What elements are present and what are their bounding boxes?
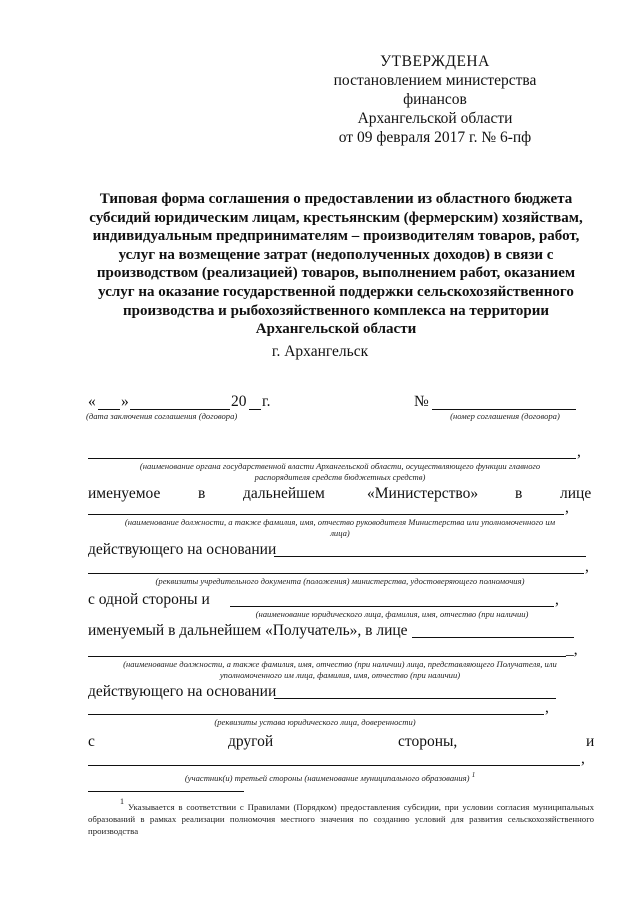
named-word-1: именуемое bbox=[88, 485, 161, 502]
legal-charter-caption: (реквизиты устава юридического лица, доверенности) bbox=[214, 717, 416, 727]
footnote-text: Указывается в соответствии с Правилами (Порядком) предоставления субсидии, при условии согласия муниципальных образований в рамках реализации полномочия местного значения по созданию условий для развития сельскохозяйственного производства bbox=[88, 802, 594, 836]
acting-basis-1-label: действующего на основании bbox=[88, 541, 277, 558]
city: г. Архангельск bbox=[271, 343, 369, 360]
charter-caption: (реквизиты учредительного документа (положения) министерства, удостоверяющего полномочия) bbox=[155, 576, 525, 586]
date-year-prefix: 20 bbox=[231, 393, 247, 410]
organ-blank[interactable] bbox=[88, 458, 576, 459]
named-word-2: в bbox=[198, 485, 206, 502]
recipient-rep-blank[interactable] bbox=[412, 637, 574, 638]
date-quote-close: » bbox=[121, 393, 129, 410]
approval-block bbox=[300, 52, 570, 147]
charter-blank[interactable] bbox=[88, 573, 584, 574]
recipient-caption: (наименование юридического лица, фамилия, имя, отчество (при наличии) bbox=[255, 609, 529, 619]
legal-charter-blank[interactable] bbox=[88, 714, 544, 715]
other-side-word-1: с bbox=[88, 733, 95, 750]
other-side-word-3: стороны, bbox=[398, 733, 458, 750]
document-title: Типовая форма соглашения о предоставлении из областного бюджета субсидий юридическим лицам, крестьянским (фермерским) хозяйствам, индивидуальным предпринимателям – производителям товаров, работ, услуг на возмещение затрат (недополученных доходов) в связи с производством (реализацией) товаров, выполнением работ, оказанием услуг на оказание государственной поддержки сельскохозяйственного производства и рыбохозяйственного комплекса на территории Архангельской области bbox=[89, 191, 583, 338]
date-year-suffix: г. bbox=[262, 393, 271, 410]
date-year-blank[interactable] bbox=[249, 409, 261, 410]
third-party-footnote-ref: 1 bbox=[471, 771, 476, 779]
position-caption-2: лица) bbox=[330, 528, 350, 538]
footnote-mark: 1 bbox=[120, 797, 124, 806]
acting-basis-2-label: действующего на основании bbox=[88, 683, 277, 700]
approval-line-2: Архангельской области bbox=[357, 110, 513, 127]
date-caption: (дата заключения соглашения (договора) bbox=[86, 411, 238, 421]
legal-charter-comma: , bbox=[545, 699, 549, 716]
other-side-word-4: и bbox=[586, 733, 595, 750]
third-party-blank[interactable] bbox=[88, 765, 580, 766]
third-party-caption-text: (участник(и) третьей стороны (наименование муниципального образования) bbox=[184, 772, 470, 783]
third-party-comma: , bbox=[581, 750, 585, 767]
acting-basis-2-blank[interactable] bbox=[274, 698, 556, 699]
approval-line-3: от 09 февраля 2017 г. № 6-пф bbox=[338, 129, 532, 146]
organ-caption-1: (наименование органа государственной власти Архангельской области, осуществляющего функции главного bbox=[139, 461, 541, 471]
date-day-blank[interactable] bbox=[98, 409, 120, 410]
rep-caption-1: (наименование должности, а также фамилия, имя, отчество (при наличии) лица, представляющего Получателя, или bbox=[123, 659, 557, 669]
named-word-5: в bbox=[515, 485, 523, 502]
number-caption: (номер соглашения (договора) bbox=[450, 411, 560, 421]
organ-caption-2: распорядителя средств бюджетных средств) bbox=[254, 472, 426, 482]
named-word-3: дальнейшем bbox=[243, 485, 325, 502]
number-blank[interactable] bbox=[432, 409, 576, 410]
one-side-label: с одной стороны и bbox=[88, 591, 210, 608]
date-month-blank[interactable] bbox=[130, 409, 230, 410]
position-caption-1: (наименование должности, а также фамилия, имя, отчество руководителя Министерства или уполномоченного им bbox=[124, 517, 556, 527]
named-word-4: «Министерство» bbox=[367, 485, 479, 502]
other-side-word-2: другой bbox=[228, 733, 274, 750]
number-sign: № bbox=[414, 393, 429, 410]
recipient-named-label: именуемый в дальнейшем «Получатель», в лице bbox=[88, 622, 408, 639]
position-comma: , bbox=[565, 499, 569, 516]
rep-caption-2: уполномоченного им лица, фамилия, имя, отчество (при наличии) bbox=[219, 670, 461, 680]
recipient-comma: , bbox=[555, 591, 559, 608]
acting-basis-1-blank[interactable] bbox=[274, 556, 586, 557]
approval-line-1: постановлением министерства финансов bbox=[333, 72, 537, 108]
recipient-blank[interactable] bbox=[230, 606, 554, 607]
footnote-separator bbox=[88, 791, 244, 792]
rep-blank[interactable] bbox=[88, 656, 566, 657]
named-word-6: лице bbox=[560, 485, 592, 502]
rep-dash-comma: _, bbox=[566, 641, 578, 658]
organ-comma: , bbox=[577, 443, 581, 460]
approval-header: УТВЕРЖДЕНА bbox=[380, 53, 490, 70]
position-blank[interactable] bbox=[88, 514, 564, 515]
date-quote-open: « bbox=[88, 393, 96, 410]
charter-comma: , bbox=[585, 558, 589, 575]
third-party-caption bbox=[90, 770, 570, 784]
